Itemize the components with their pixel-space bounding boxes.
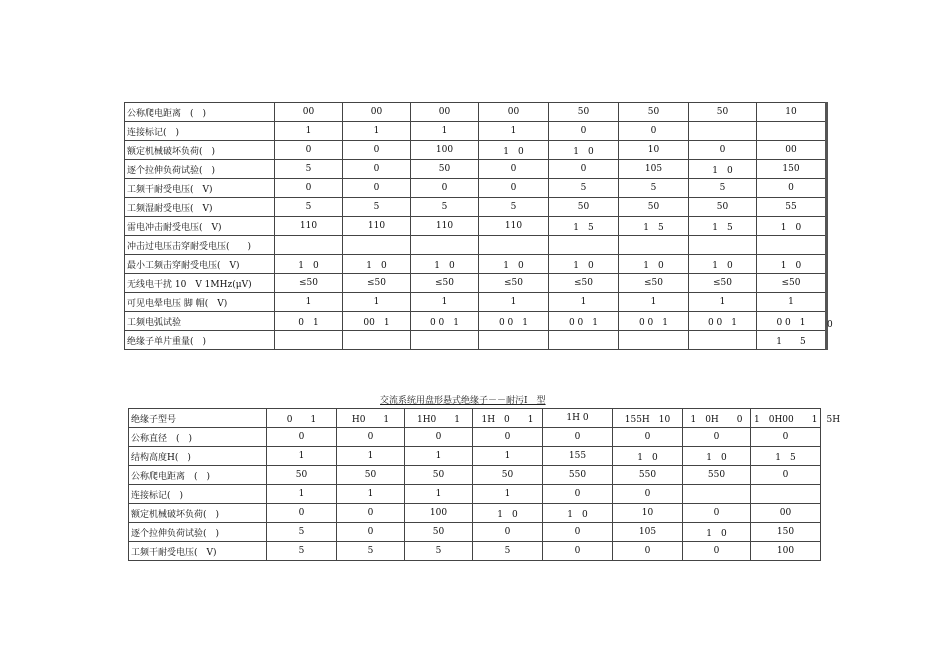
table-cell: 0 xyxy=(337,428,405,447)
table-cell: 5 xyxy=(275,198,343,217)
table-cell: 1 0 xyxy=(479,255,549,274)
table-cell: 105 xyxy=(613,523,683,542)
table-cell: 5 xyxy=(689,179,757,198)
table-cell: 1 xyxy=(267,485,337,504)
table-cell: 0 xyxy=(543,485,613,504)
table-cell: 50 xyxy=(405,523,473,542)
table-row xyxy=(129,542,821,561)
table-cell: 50 xyxy=(267,466,337,485)
table-cell: 0 xyxy=(689,141,757,160)
row-label: 公称直径 ( ) xyxy=(129,428,267,447)
row-label: 最小工频击穿耐受电压( V) xyxy=(125,255,275,274)
table-cell: 50 xyxy=(405,466,473,485)
table-cell: 155 xyxy=(543,447,613,466)
row-label: 无线电干扰 10 V 1MHz(μV) xyxy=(125,274,275,293)
row-label: 绝缘子型号 xyxy=(129,409,267,428)
table-cell: 10 xyxy=(613,504,683,523)
table-row xyxy=(129,447,821,466)
table-cell: 1 5 xyxy=(757,331,827,350)
table-cell: 5 xyxy=(267,523,337,542)
table-cell: 5 xyxy=(267,542,337,561)
table-cell: 1 xyxy=(689,293,757,312)
table-cell: 1 0 xyxy=(543,504,613,523)
table-cell: 0 0 1 xyxy=(757,312,827,331)
table-cell: 50 xyxy=(549,103,619,122)
table-row xyxy=(125,274,827,293)
table-row xyxy=(125,122,827,141)
table-cell: 5 xyxy=(405,542,473,561)
table-cell: 105 xyxy=(619,160,689,179)
table-cell: 0 xyxy=(267,428,337,447)
table-cell: 0 xyxy=(479,160,549,179)
table-cell xyxy=(411,236,479,255)
table-cell: 1 0 xyxy=(757,255,827,274)
table-cell: 1 xyxy=(479,293,549,312)
table-cell: 1 xyxy=(473,485,543,504)
table-cell: 0 0 1 xyxy=(619,312,689,331)
table-cell: 1 xyxy=(619,293,689,312)
table-cell: ≤50 xyxy=(757,274,827,293)
table-cell: 1 5 xyxy=(751,447,821,466)
table-cell: 100 xyxy=(411,141,479,160)
table-cell: 1 xyxy=(405,485,473,504)
table-cell xyxy=(549,331,619,350)
table-cell: 0 0 1 xyxy=(689,312,757,331)
table-cell: 1 5 xyxy=(689,217,757,236)
table-cell: 0 xyxy=(619,122,689,141)
table-cell: ≤50 xyxy=(689,274,757,293)
table-cell xyxy=(275,331,343,350)
table-cell: 1H0 1 xyxy=(405,409,473,428)
table-cell: 155H 10 xyxy=(613,409,683,428)
row-label: 工频湿耐受电压( V) xyxy=(125,198,275,217)
table-cell xyxy=(689,122,757,141)
table-cell: 5 xyxy=(337,542,405,561)
table-cell: 1 5 xyxy=(619,217,689,236)
table-cell: 0 xyxy=(549,160,619,179)
table-cell: 100 xyxy=(751,542,821,561)
table-cell xyxy=(757,122,827,141)
row-label: 公称爬电距离 ( ) xyxy=(129,466,267,485)
table-cell: 550 xyxy=(683,466,751,485)
table-cell: ≤50 xyxy=(549,274,619,293)
table-cell: 0 xyxy=(337,504,405,523)
table-cell: 00 xyxy=(757,141,827,160)
table-cell: 0 xyxy=(343,160,411,179)
table-row xyxy=(125,255,827,274)
table-cell: 1 0 xyxy=(549,255,619,274)
table-cell: ≤50 xyxy=(619,274,689,293)
table-cell: 1 0 xyxy=(689,160,757,179)
insulator-spec-table-2 xyxy=(128,408,841,561)
table-cell: 1 xyxy=(549,293,619,312)
table-cell: 0 0 1 xyxy=(411,312,479,331)
row-label: 可见电晕电压 脚 帽( V) xyxy=(125,293,275,312)
table-cell: 5 xyxy=(479,198,549,217)
table-cell: 110 xyxy=(275,217,343,236)
table-cell: 0 xyxy=(343,179,411,198)
table-row xyxy=(125,160,827,179)
table-cell: ≤50 xyxy=(411,274,479,293)
table-cell: 1 xyxy=(267,447,337,466)
row-label: 工频电弧试验 xyxy=(125,312,275,331)
table-row xyxy=(129,523,821,542)
table-cell: 5 xyxy=(619,179,689,198)
row-label: 冲击过电压击穿耐受电压( ) xyxy=(125,236,275,255)
table-cell: 50 xyxy=(473,466,543,485)
table-cell: 10 xyxy=(757,103,827,122)
table-cell xyxy=(683,485,751,504)
table-row xyxy=(125,198,827,217)
table-cell: ≤50 xyxy=(479,274,549,293)
table-cell: 00 1 xyxy=(343,312,411,331)
table-cell: 550 xyxy=(613,466,683,485)
table-cell: ≤50 xyxy=(275,274,343,293)
table-cell xyxy=(549,236,619,255)
table-cell: 1H 0 xyxy=(543,409,613,428)
table-cell: 00 xyxy=(343,103,411,122)
table-cell: 1 xyxy=(405,447,473,466)
table-row xyxy=(125,236,827,255)
table-cell: 1 0H00 1 5H xyxy=(751,409,821,428)
table-cell: 1 0 xyxy=(549,141,619,160)
table-cell: 0 xyxy=(473,428,543,447)
row-label: 逐个拉伸负荷试验( ) xyxy=(129,523,267,542)
table-cell xyxy=(619,331,689,350)
table-cell: 0 xyxy=(751,466,821,485)
table-cell: 1 0 xyxy=(275,255,343,274)
table-cell: 110 xyxy=(411,217,479,236)
table-cell xyxy=(751,485,821,504)
table-cell: 1 0 xyxy=(411,255,479,274)
row-label: 雷电冲击耐受电压( V) xyxy=(125,217,275,236)
table-cell: 100 xyxy=(405,504,473,523)
table-cell: 1 0 xyxy=(689,255,757,274)
table-cell: 0 xyxy=(405,428,473,447)
table-cell: 00 xyxy=(479,103,549,122)
table-cell xyxy=(411,331,479,350)
table-cell: 50 xyxy=(337,466,405,485)
row-label: 额定机械破坏负荷( ) xyxy=(129,504,267,523)
table-cell: 0 0 1 xyxy=(549,312,619,331)
table-cell: 0 xyxy=(411,179,479,198)
table-row xyxy=(125,103,827,122)
table-cell: 50 xyxy=(689,103,757,122)
insulator-spec-table-1 xyxy=(124,102,828,350)
table-cell: 1 xyxy=(473,447,543,466)
table-cell: 1 0 xyxy=(473,504,543,523)
table-cell xyxy=(689,331,757,350)
row-label: 连接标记( ) xyxy=(129,485,267,504)
table-cell xyxy=(343,331,411,350)
table-cell: 1 0 xyxy=(683,523,751,542)
table-cell xyxy=(479,236,549,255)
table-cell xyxy=(689,236,757,255)
table-cell: 1 xyxy=(275,122,343,141)
table-cell: 5 xyxy=(549,179,619,198)
table-cell: 0 xyxy=(543,523,613,542)
table-cell: 5 xyxy=(343,198,411,217)
table-cell: 1 xyxy=(411,293,479,312)
table-cell: 110 xyxy=(343,217,411,236)
table-cell: 50 xyxy=(689,198,757,217)
table-cell: 0 xyxy=(613,428,683,447)
table-cell: 0 xyxy=(757,179,827,198)
table-cell xyxy=(275,236,343,255)
table-cell xyxy=(757,236,827,255)
table-row xyxy=(125,293,827,312)
table-cell: 0 xyxy=(683,504,751,523)
row-label: 工频干耐受电压( V) xyxy=(129,542,267,561)
table-cell: 0 xyxy=(343,141,411,160)
table-cell: 0 0 1 xyxy=(479,312,549,331)
table-cell: 1 0 xyxy=(343,255,411,274)
table1-overflow-digit: 0 xyxy=(827,320,833,330)
table-cell: 1 0 xyxy=(479,141,549,160)
table-cell: 1 xyxy=(343,122,411,141)
table-cell: 1 0 xyxy=(613,447,683,466)
table-cell: 1 0 xyxy=(619,255,689,274)
table-cell: 1 0 xyxy=(683,447,751,466)
table-cell: 1 xyxy=(275,293,343,312)
table-cell: 0 xyxy=(613,542,683,561)
table-cell xyxy=(479,331,549,350)
table-cell: 1 0H 0 xyxy=(683,409,751,428)
table-cell: 1 5 xyxy=(549,217,619,236)
table-cell: 0 xyxy=(337,523,405,542)
table-cell: ≤50 xyxy=(343,274,411,293)
table-cell: 1 xyxy=(337,447,405,466)
table-cell: 1 xyxy=(337,485,405,504)
row-label: 逐个拉伸负荷试验( ) xyxy=(125,160,275,179)
table-cell: 5 xyxy=(473,542,543,561)
table2-caption: 交流系统用盘形悬式绝缘子－－耐污Ⅰ 型 xyxy=(380,396,546,406)
table-cell: 150 xyxy=(751,523,821,542)
table-cell: 50 xyxy=(411,160,479,179)
table-cell: 00 xyxy=(275,103,343,122)
table-cell: 0 1 xyxy=(275,312,343,331)
table-cell: 0 xyxy=(683,428,751,447)
table-cell: 00 xyxy=(751,504,821,523)
table-cell: 10 xyxy=(619,141,689,160)
table-cell: 00 xyxy=(411,103,479,122)
table-cell: 0 xyxy=(543,542,613,561)
table-row xyxy=(125,217,827,236)
row-label: 结构高度H( ) xyxy=(129,447,267,466)
table-cell: 5 xyxy=(411,198,479,217)
table-cell: 1 xyxy=(343,293,411,312)
table-row xyxy=(125,141,827,160)
table-cell: 0 xyxy=(275,179,343,198)
table-cell: 5 xyxy=(275,160,343,179)
table-row xyxy=(129,409,821,428)
table-cell: 0 xyxy=(275,141,343,160)
table-cell: 0 xyxy=(683,542,751,561)
table-row xyxy=(129,428,821,447)
table-cell: 110 xyxy=(479,217,549,236)
row-label: 公称爬电距离 ( ) xyxy=(125,103,275,122)
table-cell: 0 xyxy=(479,179,549,198)
row-label: 绝缘子单片重量( ) xyxy=(125,331,275,350)
table-cell: 50 xyxy=(549,198,619,217)
row-label: 工频干耐受电压( V) xyxy=(125,179,275,198)
table-row xyxy=(129,466,821,485)
table-cell: 0 xyxy=(473,523,543,542)
table-row xyxy=(129,504,821,523)
table-cell: 1H 0 1 xyxy=(473,409,543,428)
table-cell: 55 xyxy=(757,198,827,217)
table-cell: 0 xyxy=(613,485,683,504)
table-row xyxy=(125,312,827,331)
table-cell: H0 1 xyxy=(337,409,405,428)
table-cell: 0 xyxy=(267,504,337,523)
table-cell: 50 xyxy=(619,103,689,122)
table-cell: 150 xyxy=(757,160,827,179)
row-label: 额定机械破坏负荷( ) xyxy=(125,141,275,160)
row-label: 连接标记( ) xyxy=(125,122,275,141)
table-cell: 0 xyxy=(751,428,821,447)
table-cell: 50 xyxy=(619,198,689,217)
table-cell: 550 xyxy=(543,466,613,485)
table-cell xyxy=(619,236,689,255)
table-cell xyxy=(343,236,411,255)
table-row xyxy=(125,179,827,198)
table-cell: 1 xyxy=(479,122,549,141)
table-row xyxy=(125,331,827,350)
table-cell: 1 xyxy=(411,122,479,141)
table-row xyxy=(129,485,821,504)
table-cell: 1 0 xyxy=(757,217,827,236)
table-cell: 1 xyxy=(757,293,827,312)
table-cell: 0 xyxy=(543,428,613,447)
table-cell: 0 xyxy=(549,122,619,141)
table-cell: 0 1 xyxy=(267,409,337,428)
